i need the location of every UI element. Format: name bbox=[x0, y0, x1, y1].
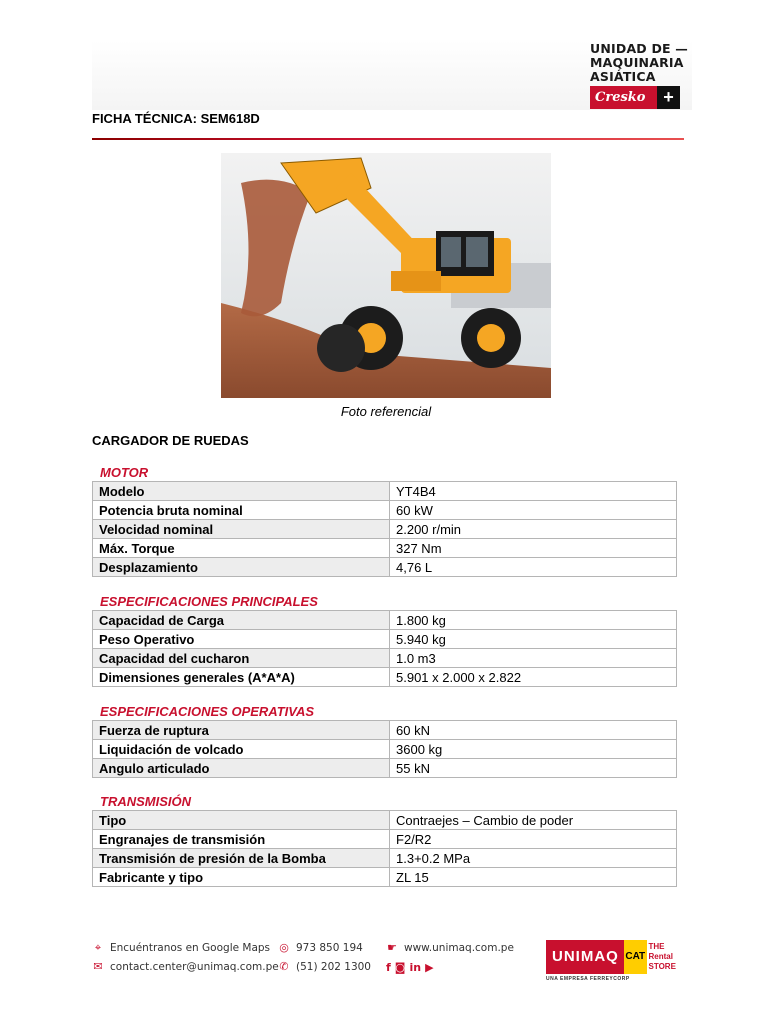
spec-value: 3600 kg bbox=[390, 740, 677, 759]
spec-label: Tipo bbox=[93, 811, 390, 830]
wheel-loader-photo bbox=[221, 153, 551, 398]
loader-illustration bbox=[221, 153, 551, 398]
section-motor bbox=[92, 464, 677, 577]
spec-value: ZL 15 bbox=[390, 868, 677, 887]
spec-table bbox=[92, 810, 677, 887]
spec-value: YT4B4 bbox=[390, 482, 677, 501]
spec-value: 5.901 x 2.000 x 2.822 bbox=[390, 668, 677, 687]
spec-label: Transmisión de presión de la Bomba bbox=[93, 849, 390, 868]
spec-label: Potencia bruta nominal bbox=[93, 501, 390, 520]
spec-table bbox=[92, 481, 677, 577]
rental-line-1: THE bbox=[648, 942, 665, 951]
web-link[interactable] bbox=[386, 942, 514, 954]
spec-label: Engranajes de transmisión bbox=[93, 830, 390, 849]
logo-brand: Cresko bbox=[590, 86, 657, 109]
equipment-type: CARGADOR DE RUEDAS bbox=[92, 433, 249, 448]
spec-value: F2/R2 bbox=[390, 830, 677, 849]
table-row bbox=[93, 759, 677, 778]
unimaq-tagline: UNA EMPRESA FERREYCORP bbox=[546, 976, 630, 982]
spec-table bbox=[92, 720, 677, 778]
spec-value: 4,76 L bbox=[390, 558, 677, 577]
table-row bbox=[93, 539, 677, 558]
section-main-specs bbox=[92, 593, 677, 687]
spec-label: Fabricante y tipo bbox=[93, 868, 390, 887]
spec-label: Angulo articulado bbox=[93, 759, 390, 778]
spec-label: Modelo bbox=[93, 482, 390, 501]
unimaq-brand: UNIMAQ bbox=[546, 940, 624, 974]
spec-label: Capacidad del cucharon bbox=[93, 649, 390, 668]
section-title: ESPECIFICACIONES OPERATIVAS bbox=[100, 704, 315, 719]
table-row bbox=[93, 558, 677, 577]
linkedin-icon[interactable]: in bbox=[409, 961, 422, 974]
section-operating-specs bbox=[92, 703, 677, 778]
spec-value: 5.940 kg bbox=[390, 630, 677, 649]
spec-label: Capacidad de Carga bbox=[93, 611, 390, 630]
email-link[interactable] bbox=[92, 961, 279, 973]
table-row bbox=[93, 721, 677, 740]
table-row bbox=[93, 482, 677, 501]
spec-value: Contraejes – Cambio de poder bbox=[390, 811, 677, 830]
table-row bbox=[93, 811, 677, 830]
whatsapp-link[interactable] bbox=[278, 942, 363, 954]
spec-value: 1.800 kg bbox=[390, 611, 677, 630]
spec-value: 2.200 r/min bbox=[390, 520, 677, 539]
web-icon: ☛ bbox=[387, 941, 397, 954]
spec-value: 55 kN bbox=[390, 759, 677, 778]
youtube-icon[interactable]: ▶ bbox=[425, 961, 434, 974]
logo-line-2: MAQUINARIA bbox=[590, 55, 684, 70]
spec-value: 60 kW bbox=[390, 501, 677, 520]
social-links bbox=[386, 961, 434, 974]
table-row bbox=[93, 868, 677, 887]
table-row bbox=[93, 849, 677, 868]
phone2-text: (51) 202 1300 bbox=[296, 961, 371, 973]
spec-value: 327 Nm bbox=[390, 539, 677, 558]
instagram-icon[interactable]: ◙ bbox=[394, 961, 406, 974]
facebook-icon[interactable]: f bbox=[386, 961, 391, 974]
logo-line-3: ASIÁTICA bbox=[590, 69, 656, 84]
spec-label: Dimensiones generales (A*A*A) bbox=[93, 668, 390, 687]
spec-label: Velocidad nominal bbox=[93, 520, 390, 539]
spec-label: Fuerza de ruptura bbox=[93, 721, 390, 740]
table-row bbox=[93, 649, 677, 668]
spec-value: 1.3+0.2 MPa bbox=[390, 849, 677, 868]
plus-icon: + bbox=[657, 86, 680, 109]
cat-logo: CAT bbox=[624, 940, 647, 974]
table-row bbox=[93, 630, 677, 649]
maps-text: Encuéntranos en Google Maps bbox=[110, 942, 271, 954]
unimaq-logo bbox=[546, 940, 688, 982]
table-row bbox=[93, 668, 677, 687]
table-row bbox=[93, 501, 677, 520]
phone-link[interactable] bbox=[278, 961, 371, 973]
phone1-text: 973 850 194 bbox=[296, 942, 363, 954]
spec-label: Liquidación de volcado bbox=[93, 740, 390, 759]
spec-label: Peso Operativo bbox=[93, 630, 390, 649]
mail-icon: ✉ bbox=[93, 960, 103, 973]
spec-value: 60 kN bbox=[390, 721, 677, 740]
maps-link[interactable] bbox=[92, 942, 270, 954]
cresko-logo bbox=[590, 41, 689, 109]
web-text: www.unimaq.com.pe bbox=[404, 942, 514, 954]
spec-label: Máx. Torque bbox=[93, 539, 390, 558]
map-pin-icon: ⌖ bbox=[94, 941, 102, 954]
title-divider bbox=[92, 138, 684, 140]
email-text: contact.center@unimaq.com.pe bbox=[110, 961, 279, 973]
spec-label: Desplazamiento bbox=[93, 558, 390, 577]
table-row bbox=[93, 740, 677, 759]
table-row bbox=[93, 611, 677, 630]
phone-icon: ✆ bbox=[279, 960, 289, 973]
table-row bbox=[93, 830, 677, 849]
section-title: ESPECIFICACIONES PRINCIPALES bbox=[100, 594, 318, 609]
rental-store-logo bbox=[647, 940, 689, 974]
spec-table bbox=[92, 610, 677, 687]
unimaq-brand-bar bbox=[546, 940, 688, 974]
document-title: FICHA TÉCNICA: SEM618D bbox=[92, 111, 260, 126]
logo-brand-bar bbox=[590, 86, 680, 109]
social-icons bbox=[386, 961, 434, 974]
rental-line-3: STORE bbox=[648, 962, 676, 971]
section-title: TRANSMISIÓN bbox=[100, 794, 191, 809]
spec-value: 1.0 m3 bbox=[390, 649, 677, 668]
section-transmission bbox=[92, 793, 677, 887]
whatsapp-icon: ◎ bbox=[279, 941, 289, 954]
logo-line-1: UNIDAD DE — bbox=[590, 41, 689, 56]
photo-caption: Foto referencial bbox=[340, 404, 432, 419]
rental-line-2: Rental bbox=[648, 952, 673, 961]
footer bbox=[92, 938, 684, 988]
section-title: MOTOR bbox=[100, 465, 149, 480]
table-row bbox=[93, 520, 677, 539]
